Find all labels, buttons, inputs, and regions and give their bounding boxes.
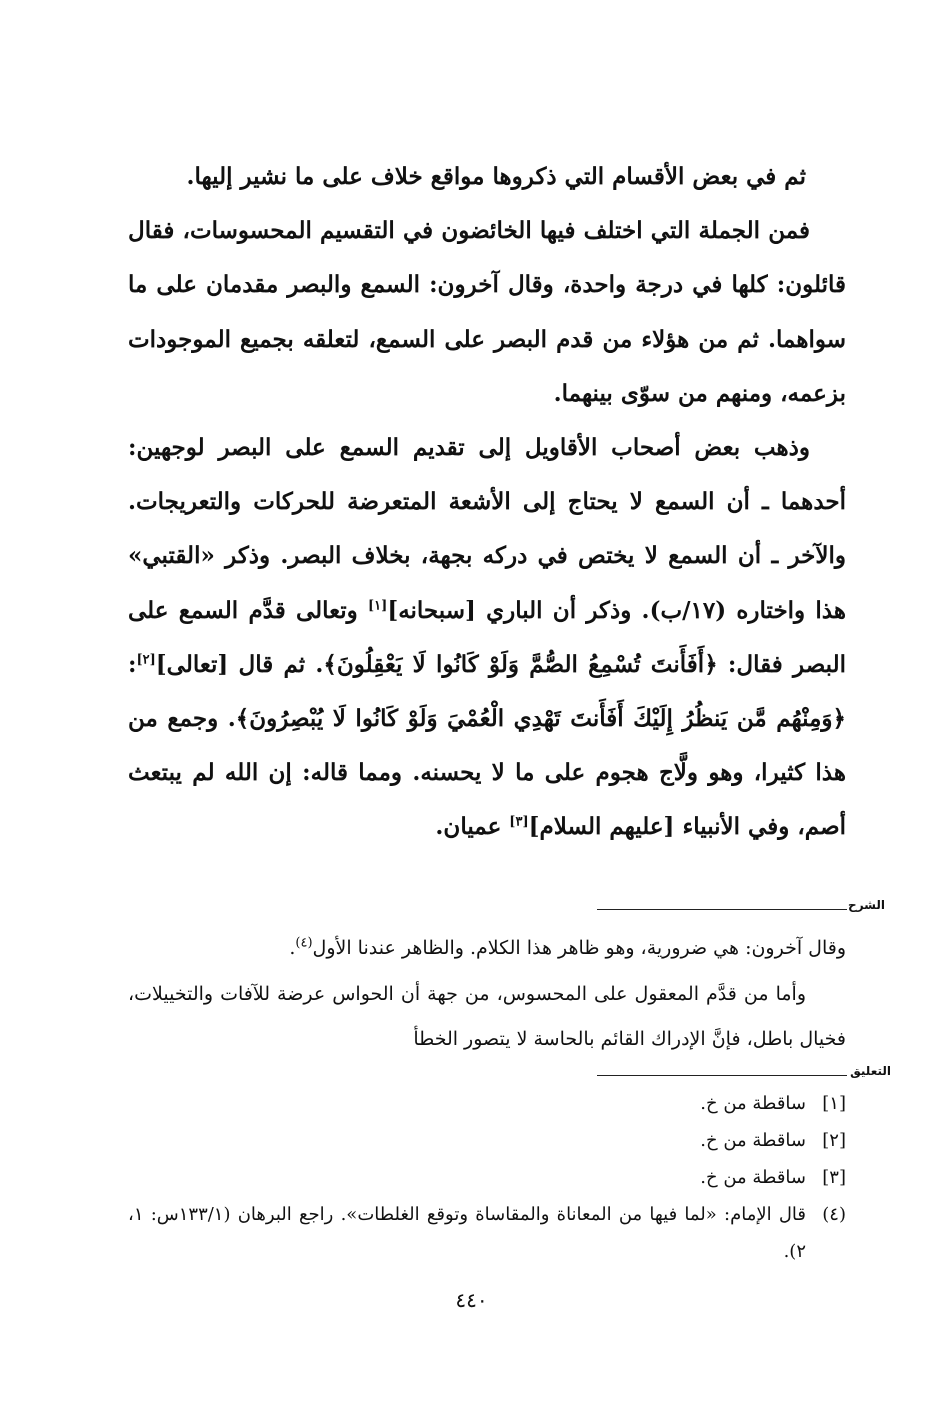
main-paragraph-3-part-a: وذهب بعض أصحاب الأقاويل إلى تقديم السمع على البصر لوجهين: أحدهما ـ أن السمع لا يحتاج إلى الأشعة المتعرضة للحركات والتعريجات. والآخر ـ أن السمع لا يختص في دركه بجهة، بخلاف البصر. وذكر «القتبي» هذا واختاره (١٧/ب). وذكر أن الباري [سبحانه] (128, 434, 846, 624)
footnote-ref-1: [١] (368, 597, 388, 613)
footnote-ref-2: [٢] (136, 652, 156, 668)
main-paragraph-1: ثم في بعض الأقسام التي ذكروها مواقع خلاف على ما نشير إليها. (186, 163, 806, 190)
taaliq-divider (597, 1075, 847, 1076)
sharh-line-1 (128, 926, 846, 972)
main-paragraph-3-part-b: وتعالى قدَّم السمع على البصر فقال: ﴿أَفَأَنتَ تُسْمِعُ الصُّمَّ وَلَوْ كَانُوا لَا يَعْقِلُونَ﴾. ثم قال [تعالى] (128, 596, 846, 678)
footnote-item (128, 1196, 846, 1270)
page-number: ٤٤٠ (455, 1288, 488, 1312)
footnote-item (128, 1085, 846, 1122)
main-text-body (128, 150, 846, 855)
footnote-ref-4: (٤) (295, 935, 313, 951)
footnote-number: [٣] (822, 1167, 846, 1188)
sharh-line-1-end: . (289, 937, 296, 959)
sharh-commentary (128, 926, 846, 1063)
footnote-number: [١] (822, 1093, 846, 1114)
sharh-paragraph-2: وأما من قدَّم المعقول على المحسوس، من جهة أن الحواس عرضة للآفات والتخييلات، فخيال باطل، فإنَّ الإدراك القائم بالحاسة لا يتصور الخطأ (128, 982, 846, 1050)
footnote-ref-3: [٣] (509, 814, 529, 830)
main-paragraph-2: فمن الجملة التي اختلف فيها الخائضون في التقسيم المحسوسات، فقال قائلون: كلها في درجة واحدة، وقال آخرون: السمع والبصر مقدمان على ما سواهما. ثم من هؤلاء من قدم البصر على السمع، لتعلقه بجميع الموجودات بزعمه، ومنهم من سوّى بينهما. (128, 217, 846, 407)
footnote-item (128, 1159, 846, 1196)
main-paragraph-3-part-c: : ﴿وَمِنْهُم مَّن يَنظُرُ إِلَيْكَ أَفَأَنتَ تَهْدِي الْعُمْيَ وَلَوْ كَانُوا لَا يُبْصِرُونَ﴾. وجمع من هذا كثيرا، وهو ولَّاج هجوم على ما لا يحسنه. ومما قاله: إن الله لم يبتعث أصم، وفي الأنبياء [عليهم السلام] (128, 650, 846, 841)
footnote-text: ساقطة من خ. (700, 1167, 806, 1188)
footnote-number: [٢] (822, 1130, 846, 1151)
footnotes-list (128, 1085, 846, 1270)
sharh-line-1-text: وقال آخرون: هي ضرورية، وهو ظاهر هذا الكلام. والظاهر عندنا الأول (312, 937, 846, 959)
sharh-divider (597, 909, 847, 910)
footnote-text: قال الإمام: «لما فيها من المعاناة والمقاساة وتوقع الغلطات». راجع البرهان (١٣٣/١س: ١، ٢). (128, 1204, 806, 1262)
taaliq-label: التعليق (850, 1064, 891, 1078)
footnote-item (128, 1122, 846, 1159)
main-paragraph-3-part-d: عميان. (435, 813, 510, 841)
main-paragraph-3 (128, 421, 846, 855)
sharh-label: الشرح (848, 898, 885, 912)
footnote-text: ساقطة من خ. (700, 1130, 806, 1151)
footnote-number: (٤) (822, 1204, 846, 1225)
footnote-text: ساقطة من خ. (700, 1093, 806, 1114)
